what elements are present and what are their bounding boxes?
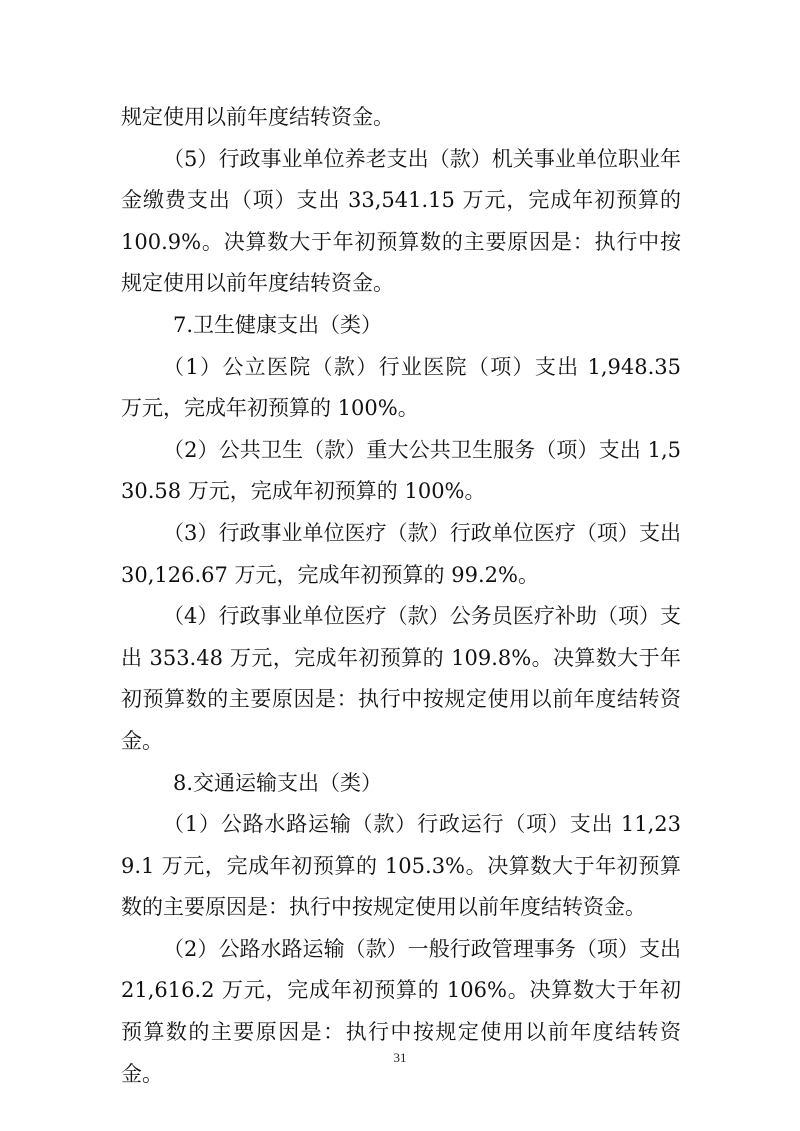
paragraph-public-hospital: （1）公立医院（款）行业医院（项）支出 1,948.35 万元，完成年初预算的 100%。 [121,354,681,421]
paragraph-transport-operation: （1）公路水路运输（款）行政运行（项）支出 11,239.1 万元，完成年初预算的 105.3%。决算数大于年初预算数的主要原因是：执行中按规定使用以前年度结转资金。 [121,812,681,920]
paragraph-pension-annuity: （5）行政事业单位养老支出（款）机关事业单位职业年金缴费支出（项）支出 33,541.15 万元，完成年初预算的 100.9%。决算数大于年初预算数的主要原因是：执行中按规定使用以前年度结转资金。 [121,146,681,296]
paragraph-transport-admin: （2）公路水路运输（款）一般行政管理事务（项）支出 21,616.2 万元，完成年初预算的 106%。决算数大于年初预算数的主要原因是：执行中按规定使用以前年度结转资金。 [121,936,681,1086]
body-text [121,97,681,1095]
section-heading-transport: 8.交通运输支出（类） [173,770,383,795]
page-number: 31 [393,1050,407,1065]
section-heading-health: 7.卫生健康支出（类） [173,312,383,337]
paragraph-admin-medical: （3）行政事业单位医疗（款）行政单位医疗（项）支出 30,126.67 万元，完成年初预算的 99.2%。 [121,520,681,587]
paragraph-public-health: （2）公共卫生（款）重大公共卫生服务（项）支出 1,530.58 万元，完成年初预算的 100%。 [121,437,681,504]
paragraph-continuation: 规定使用以前年度结转资金。 [121,105,394,129]
paragraph-civil-servant-medical: （4）行政事业单位医疗（款）公务员医疗补助（项）支出 353.48 万元，完成年初预算的 109.8%。决算数大于年初预算数的主要原因是：执行中按规定使用以前年度结转资金。 [121,604,681,753]
